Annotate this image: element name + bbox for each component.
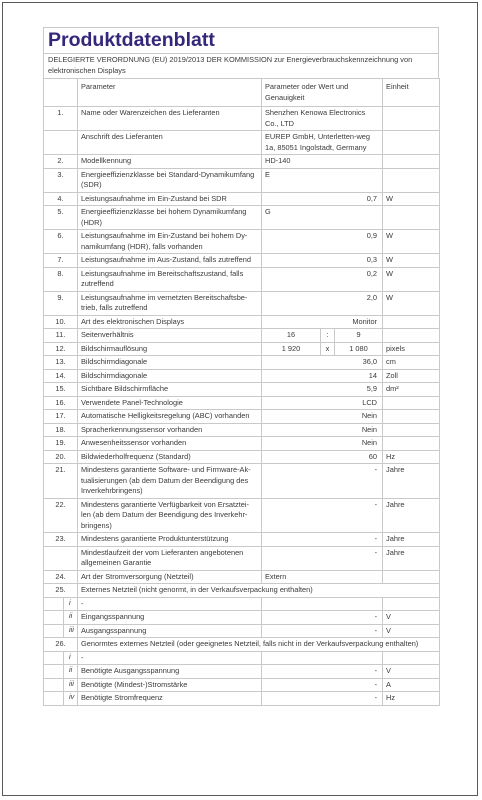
table-row	[44, 254, 440, 268]
row-value: Extern	[262, 570, 383, 584]
row-unit: Jahre	[383, 546, 440, 570]
row-value: 5,9	[262, 383, 383, 397]
row-parameter: Automatische Helligkeitsregelung (ABC) vorhanden	[78, 410, 262, 424]
row-value	[262, 651, 383, 665]
table-row	[44, 638, 440, 652]
table-row	[44, 155, 440, 169]
row-parameter: -	[78, 597, 262, 611]
row-parameter: Verwendete Panel-Technologie	[78, 396, 262, 410]
row-unit: Jahre	[383, 464, 440, 499]
table-header-row	[44, 79, 440, 107]
row-unit: V	[383, 624, 440, 638]
table-row	[44, 678, 440, 692]
row-unit: W	[383, 291, 440, 315]
table-row	[44, 597, 440, 611]
row-value	[262, 597, 383, 611]
row-parameter: Benötigte Ausgangsspannung	[78, 665, 262, 679]
row-parameter: Sichtbare Bildschirmfläche	[78, 383, 262, 397]
row-parameter: Bildschirmdiagonale	[78, 356, 262, 370]
row-parameter: Bildwiederholfrequenz (Standard)	[78, 450, 262, 464]
row-parameter: Bildschirmauflösung	[78, 342, 262, 356]
row-value: Monitor	[262, 315, 383, 329]
table-row	[44, 584, 440, 598]
table-row	[44, 533, 440, 547]
row-parameter: Seitenverhältnis	[78, 329, 262, 343]
table-row	[44, 396, 440, 410]
row-unit: dm²	[383, 383, 440, 397]
row-parameter: Art der Stromversorgung (Netzteil)	[78, 570, 262, 584]
section-heading: Externes Netzteil (nicht genormt, in der Verkaufsverpackung enthalten)	[78, 584, 440, 598]
row-value: Nein	[262, 423, 383, 437]
sub-number: ii	[64, 611, 78, 625]
row-value-a: 1 920	[262, 342, 321, 356]
row-value-b: 1 080	[335, 342, 383, 356]
table-row	[44, 192, 440, 206]
row-value: Shenzhen Kenowa Electronics Co., LTD	[262, 107, 383, 131]
row-number	[44, 546, 78, 570]
row-unit	[383, 410, 440, 424]
row-unit: A	[383, 678, 440, 692]
sub-number: i	[64, 651, 78, 665]
row-parameter: Leistungsaufnahme im vernetzten Bereitschaftsbe-trieb, falls zutreffend	[78, 291, 262, 315]
row-parameter: Art des elektronischen Displays	[78, 315, 262, 329]
sub-number: i	[64, 597, 78, 611]
row-number: 16.	[44, 396, 78, 410]
row-unit: W	[383, 267, 440, 291]
row-number: 18.	[44, 423, 78, 437]
row-unit	[383, 570, 440, 584]
row-unit: pixels	[383, 342, 440, 356]
table-row	[44, 107, 440, 131]
header-num	[44, 79, 78, 107]
table-row	[44, 410, 440, 424]
row-value-b: 9	[335, 329, 383, 343]
row-value: 0,9	[262, 230, 383, 254]
row-number: 7.	[44, 254, 78, 268]
table-row	[44, 131, 440, 155]
table-row	[44, 267, 440, 291]
row-value: -	[262, 464, 383, 499]
row-parameter: -	[78, 651, 262, 665]
row-unit: Jahre	[383, 533, 440, 547]
table-row	[44, 450, 440, 464]
row-number: 12.	[44, 342, 78, 356]
row-parameter: Leistungsaufnahme im Aus-Zustand, falls zutreffend	[78, 254, 262, 268]
table-row	[44, 423, 440, 437]
row-parameter: Energieeffizienzklasse bei hohem Dynamikumfang (HDR)	[78, 206, 262, 230]
row-unit: V	[383, 665, 440, 679]
row-unit	[383, 206, 440, 230]
row-parameter: Ausgangsspannung	[78, 624, 262, 638]
table-row	[44, 369, 440, 383]
data-table	[43, 78, 440, 706]
table-row	[44, 437, 440, 451]
row-value: -	[262, 665, 383, 679]
row-value: EUREP GmbH, Unterletten-weg 1a, 85051 Ingolstadt, Germany	[262, 131, 383, 155]
row-number: 20.	[44, 450, 78, 464]
row-value: -	[262, 678, 383, 692]
row-unit: Zoll	[383, 369, 440, 383]
row-number: 8.	[44, 267, 78, 291]
row-value: -	[262, 546, 383, 570]
header-unit: Einheit	[383, 79, 440, 107]
row-value: -	[262, 624, 383, 638]
row-number: 23.	[44, 533, 78, 547]
row-parameter: Mindestens garantierte Software- und Firmware-Ak-tualisierungen (ab dem Datum der Beendigung des Inverkehrbringens)	[78, 464, 262, 499]
row-number: 22.	[44, 498, 78, 533]
row-unit: W	[383, 230, 440, 254]
row-unit: Hz	[383, 450, 440, 464]
row-parameter: Leistungsaufnahme im Ein-Zustand bei SDR	[78, 192, 262, 206]
row-value-separator: :	[321, 329, 335, 343]
table-row	[44, 206, 440, 230]
row-number: 21.	[44, 464, 78, 499]
row-unit	[383, 155, 440, 169]
row-unit	[383, 423, 440, 437]
row-parameter: Leistungsaufnahme im Ein-Zustand bei hohem Dy-namikumfang (HDR), falls vorhanden	[78, 230, 262, 254]
page-title: Produktdatenblatt	[43, 27, 439, 53]
row-number: 13.	[44, 356, 78, 370]
row-unit	[383, 437, 440, 451]
row-unit	[383, 315, 440, 329]
row-parameter: Benötigte Stromfrequenz	[78, 692, 262, 706]
row-parameter: Modellkennung	[78, 155, 262, 169]
row-parameter: Bildschirmdiagonale	[78, 369, 262, 383]
row-unit: V	[383, 611, 440, 625]
table-row	[44, 291, 440, 315]
table-row	[44, 356, 440, 370]
row-unit: cm	[383, 356, 440, 370]
header-value: Parameter oder Wert und Genauigkeit	[262, 79, 383, 107]
row-unit	[383, 396, 440, 410]
row-value: Nein	[262, 410, 383, 424]
row-value: -	[262, 533, 383, 547]
row-number: 19.	[44, 437, 78, 451]
table-row	[44, 168, 440, 192]
row-value: E	[262, 168, 383, 192]
row-unit	[383, 329, 440, 343]
row-number: 11.	[44, 329, 78, 343]
row-parameter: Energieeffizienzklasse bei Standard-Dynamikumfang (SDR)	[78, 168, 262, 192]
row-value: 0,3	[262, 254, 383, 268]
row-value: 0,2	[262, 267, 383, 291]
row-unit	[383, 168, 440, 192]
row-unit	[383, 107, 440, 131]
table-row	[44, 230, 440, 254]
table-row	[44, 624, 440, 638]
row-parameter: Anschrift des Lieferanten	[78, 131, 262, 155]
row-number: 2.	[44, 155, 78, 169]
row-value: 36,0	[262, 356, 383, 370]
row-number: 25.	[44, 584, 78, 598]
row-unit	[383, 131, 440, 155]
sub-number: iv	[64, 692, 78, 706]
header-parameter: Parameter	[78, 79, 262, 107]
table-row	[44, 611, 440, 625]
row-value: 14	[262, 369, 383, 383]
table-row	[44, 315, 440, 329]
product-data-sheet	[43, 27, 439, 706]
row-parameter: Benötigte (Mindest-)Stromstärke	[78, 678, 262, 692]
row-value: LCD	[262, 396, 383, 410]
row-value-separator: x	[321, 342, 335, 356]
table-row	[44, 329, 440, 343]
row-unit: W	[383, 192, 440, 206]
row-number: 24.	[44, 570, 78, 584]
row-number: 17.	[44, 410, 78, 424]
row-number: 26.	[44, 638, 78, 652]
row-parameter: Mindestens garantierte Verfügbarkeit von Ersatztei-len (ab dem Datum der Beendigung des Inverkehr-bringens)	[78, 498, 262, 533]
table-row	[44, 570, 440, 584]
sub-number: iii	[64, 624, 78, 638]
row-value: -	[262, 498, 383, 533]
table-row	[44, 692, 440, 706]
row-number: 6.	[44, 230, 78, 254]
row-parameter: Mindestlaufzeit der vom Lieferanten angebotenen allgemeinen Garantie	[78, 546, 262, 570]
row-parameter: Spracherkennungssensor vorhanden	[78, 423, 262, 437]
row-number: 5.	[44, 206, 78, 230]
table-row	[44, 651, 440, 665]
row-unit: W	[383, 254, 440, 268]
section-heading: Genormtes externes Netzteil (oder geeignetes Netzteil, falls nicht in der Verkaufsverpackung enthalten)	[78, 638, 440, 652]
row-unit: Hz	[383, 692, 440, 706]
regulation-text: DELEGIERTE VERORDNUNG (EU) 2019/2013 DER KOMMISSION zur Energieverbrauchskennzeichnung von elektronischen Displays	[43, 53, 439, 78]
row-value: -	[262, 611, 383, 625]
row-number: 14.	[44, 369, 78, 383]
row-number: 10.	[44, 315, 78, 329]
row-value: G	[262, 206, 383, 230]
row-value: 2,0	[262, 291, 383, 315]
table-row	[44, 383, 440, 397]
row-value: -	[262, 692, 383, 706]
row-unit	[383, 597, 440, 611]
sub-number: iii	[64, 678, 78, 692]
row-parameter: Eingangsspannung	[78, 611, 262, 625]
row-unit: Jahre	[383, 498, 440, 533]
row-number: 9.	[44, 291, 78, 315]
row-unit	[383, 651, 440, 665]
row-value: HD-140	[262, 155, 383, 169]
row-value: Nein	[262, 437, 383, 451]
row-value-a: 16	[262, 329, 321, 343]
table-row	[44, 342, 440, 356]
table-row	[44, 464, 440, 499]
table-row	[44, 546, 440, 570]
table-row	[44, 498, 440, 533]
row-number: 1.	[44, 107, 78, 131]
row-value: 0,7	[262, 192, 383, 206]
row-parameter: Mindestens garantierte Produktunterstützung	[78, 533, 262, 547]
row-number	[44, 131, 78, 155]
sub-number: ii	[64, 665, 78, 679]
row-number: 3.	[44, 168, 78, 192]
table-row	[44, 665, 440, 679]
row-number: 4.	[44, 192, 78, 206]
row-number: 15.	[44, 383, 78, 397]
row-value: 60	[262, 450, 383, 464]
row-parameter: Anwesenheitssensor vorhanden	[78, 437, 262, 451]
row-parameter: Leistungsaufnahme im Bereitschaftszustand, falls zutreffend	[78, 267, 262, 291]
row-parameter: Name oder Warenzeichen des Lieferanten	[78, 107, 262, 131]
